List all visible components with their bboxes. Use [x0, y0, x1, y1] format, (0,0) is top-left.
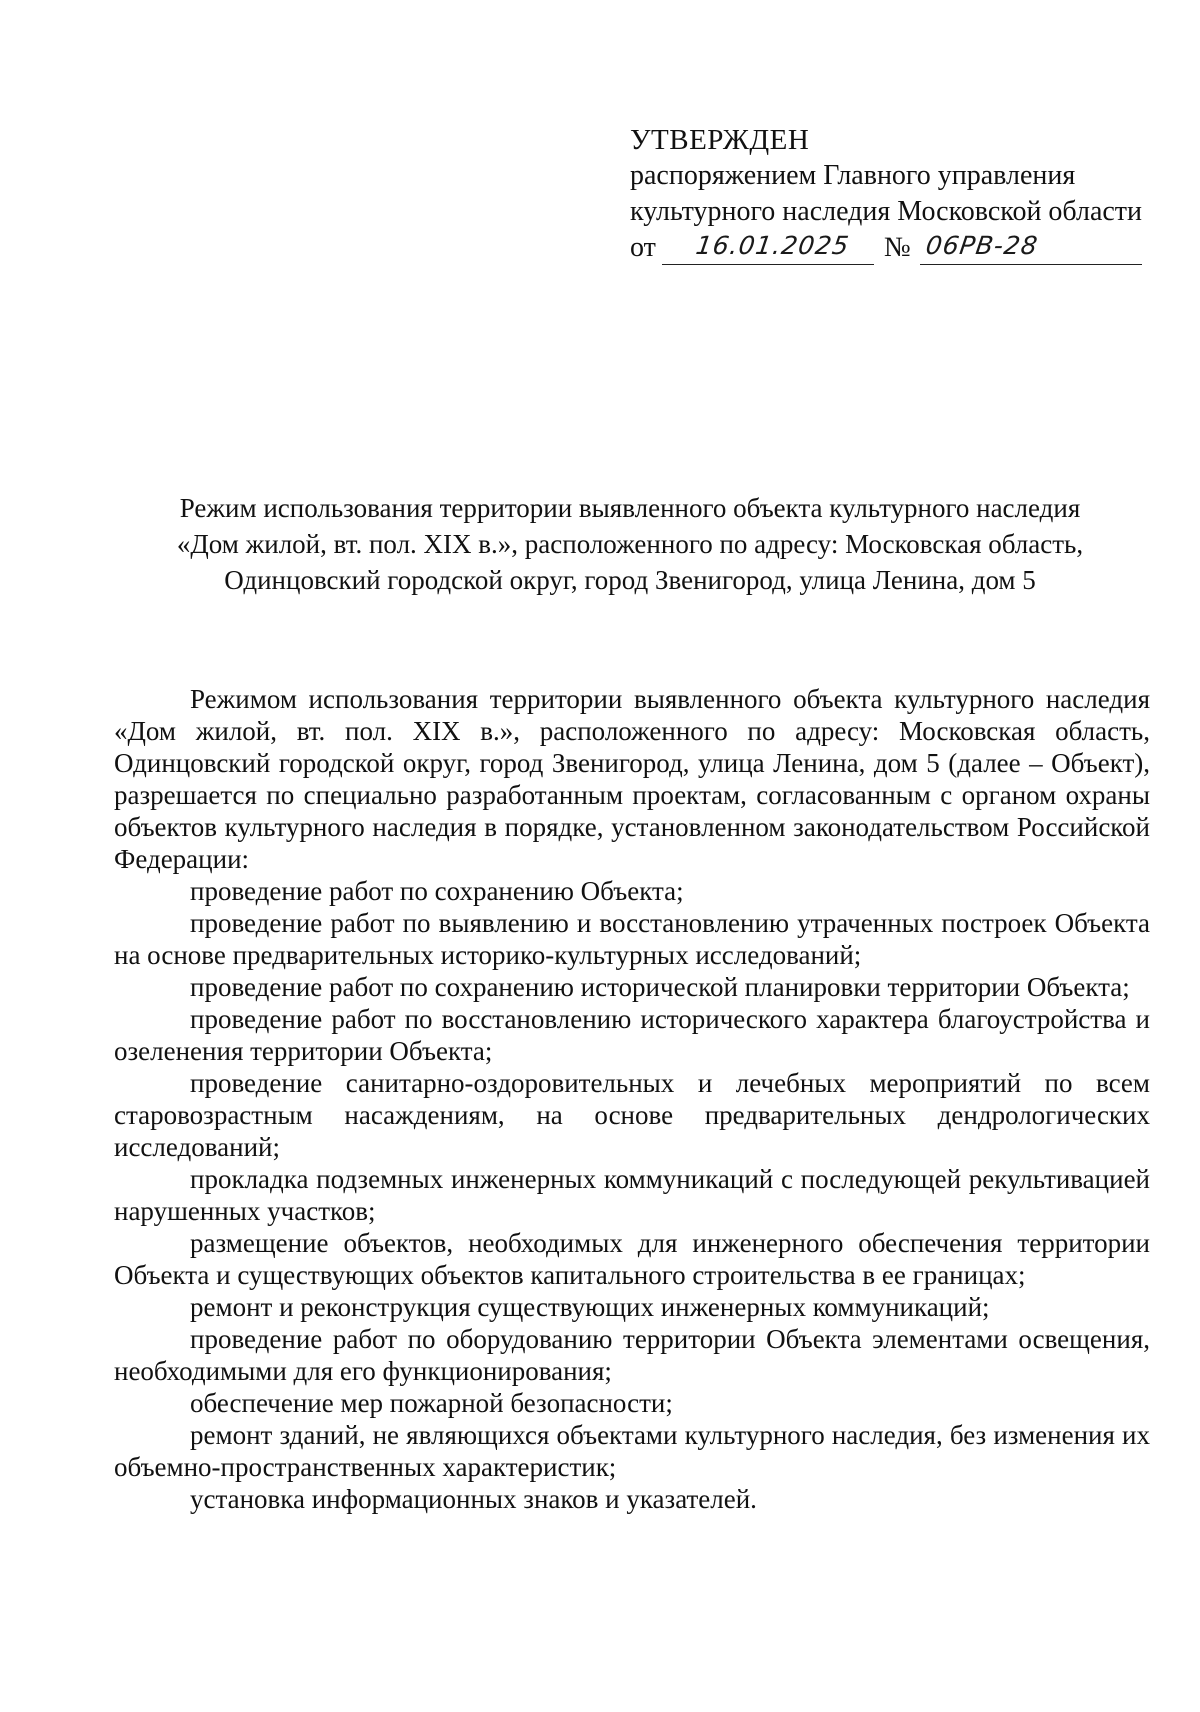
list-item: проведение санитарно-оздоровительных и лечебных мероприятий по всем старовозрастным насаждениям, на основе предварительных дендрологических исследований; — [114, 1068, 1150, 1162]
document-title — [110, 490, 1150, 598]
approval-line-2: культурного наследия Московской области — [630, 196, 1143, 227]
number-blank — [920, 230, 1142, 265]
from-label: от — [630, 232, 656, 263]
list-item: размещение объектов, необходимых для инженерного обеспечения территории Объекта и существующих объектов капитального строительства в ее границах; — [114, 1228, 1150, 1290]
approval-date-line — [630, 230, 1170, 270]
document-body — [114, 683, 1150, 1515]
list-item: проведение работ по выявлению и восстановлению утраченных построек Объекта на основе предварительных историко-культурных исследований; — [114, 908, 1150, 970]
number-label: № — [884, 232, 911, 263]
list-item: проведение работ по сохранению Объекта; — [190, 876, 684, 906]
title-line-3: Одинцовский городской округ, город Звенигород, улица Ленина, дом 5 — [224, 565, 1036, 595]
date-blank — [662, 230, 874, 265]
list-item: ремонт и реконструкция существующих инженерных коммуникаций; — [190, 1292, 990, 1322]
approval-heading: УТВЕРЖДЕН — [630, 124, 810, 156]
number-handwritten: 06РВ-28 — [924, 231, 1040, 260]
approval-line-1: распоряжением Главного управления — [630, 160, 1076, 191]
list-item: установка информационных знаков и указателей. — [190, 1484, 757, 1514]
list-item: прокладка подземных инженерных коммуникаций с последующей рекультивацией нарушенных участков; — [114, 1164, 1150, 1226]
date-handwritten: 16.01.2025 — [694, 231, 852, 260]
list-item: обеспечение мер пожарной безопасности; — [190, 1388, 673, 1418]
list-item: проведение работ по оборудованию территории Объекта элементами освещения, необходимыми для его функционирования; — [114, 1324, 1150, 1386]
list-item: проведение работ по сохранению исторической планировки территории Объекта; — [190, 972, 1130, 1002]
title-line-1: Режим использования территории выявленного объекта культурного наследия — [179, 493, 1081, 523]
approval-block — [630, 122, 1170, 270]
list-item: ремонт зданий, не являющихся объектами культурного наследия, без изменения их объемно-пространственных характеристик; — [114, 1420, 1150, 1482]
list-item: проведение работ по восстановлению исторического характера благоустройства и озеленения территории Объекта; — [114, 1004, 1150, 1066]
title-line-2: «Дом жилой, вт. пол. XIX в.», расположенного по адресу: Московская область, — [176, 529, 1084, 559]
intro-paragraph: Режимом использования территории выявленного объекта культурного наследия «Дом жилой, вт. пол. XIX в.», расположенного по адресу: Московская область, Одинцовский городской округ, город Звенигород, улица Ленина, дом 5 (далее – Объект), разрешается по специально разработанным проектам, согласованным с органом охраны объектов культурного наследия в порядке, установленном законодательством Российской Федерации: — [114, 684, 1150, 874]
